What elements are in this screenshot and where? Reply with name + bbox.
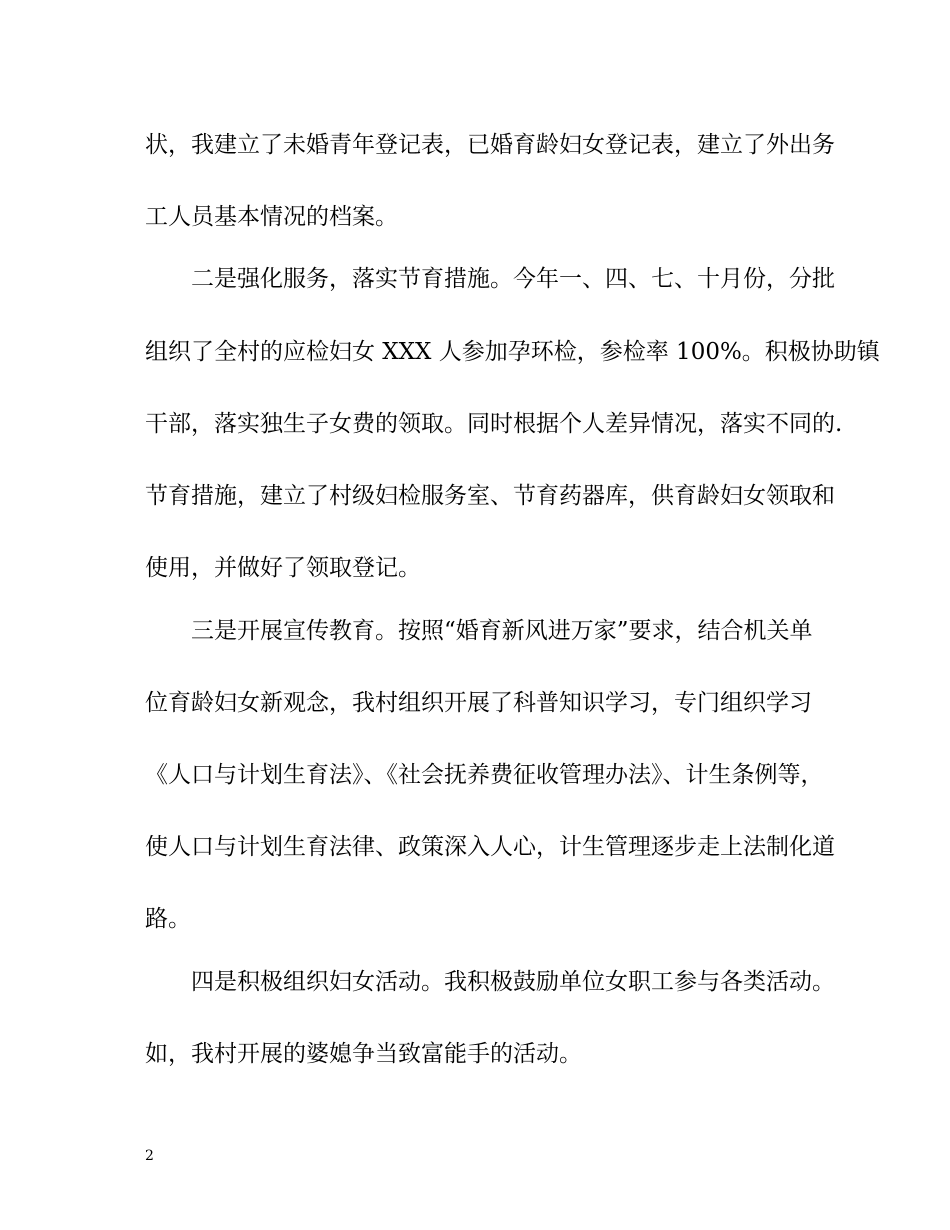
body-text-line: 状，我建立了未婚青年登记表，已婚育龄妇女登记表，建立了外出务 [145, 132, 835, 158]
body-text-line: 如，我村开展的婆媳争当致富能手的活动。 [145, 1041, 582, 1067]
body-text-line: 干部，落实独生子女费的领取。同时根据个人差异情况，落实不同的. [145, 411, 843, 437]
body-text-line: 使人口与计划生育法律、政策深入人心，计生管理逐步走上法制化道 [145, 834, 835, 860]
body-text-line: 组织了全村的应检妇女 XXX 人参加孕环检，参检率 100%。积极协助镇 [145, 339, 880, 365]
paragraph-start-line: 四是积极组织妇女活动。我积极鼓励单位女职工参与各类活动。 [191, 969, 835, 995]
body-text-line: 节育措施，建立了村级妇检服务室、节育药器库，供育龄妇女领取和 [145, 483, 835, 509]
body-text-line: 《人口与计划生育法》、《社会抚养费征收管理办法》、计生条例等， [145, 762, 824, 788]
paragraph-start-line: 三是开展宣传教育。按照“婚育新风进万家”要求，结合机关单 [191, 618, 813, 644]
body-text-line: 位育龄妇女新观念，我村组织开展了科普知识学习，专门组织学习 [145, 690, 812, 716]
paragraph-start-line: 二是强化服务，落实节育措施。今年一、四、七、十月份，分批 [191, 266, 835, 292]
body-text-line: 使用，并做好了领取登记。 [145, 555, 421, 581]
page-number: 2 [145, 1148, 154, 1164]
body-text-line: 路。 [145, 906, 191, 932]
body-text-line: 工人员基本情况的档案。 [145, 204, 398, 230]
